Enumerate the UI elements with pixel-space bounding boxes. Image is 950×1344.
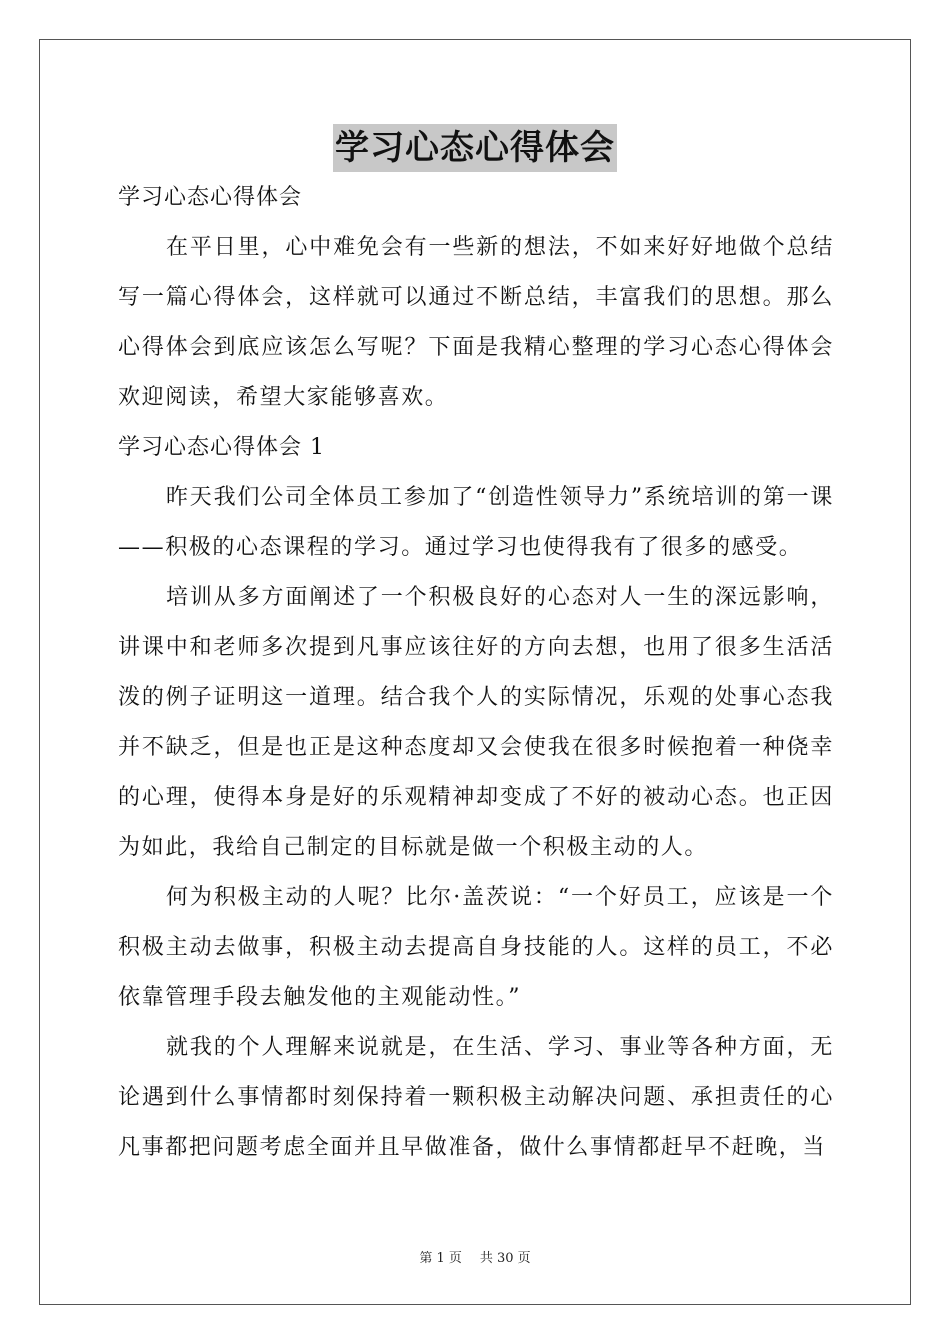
page-total: 共 30 页	[479, 1251, 531, 1266]
page-number: 第 1 页	[419, 1251, 462, 1266]
body-paragraph-4: 就我的个人理解来说就是，在生活、学习、事业等各种方面，无论遇到什么事情都时刻保持着一颗积极主动解决问题、承担责任的心凡事都把问题考虑全面并且早做准备，做什么事情都赶早不赶晚，当	[118, 1035, 834, 1160]
document-body	[118, 173, 834, 1173]
page-footer	[0, 1247, 950, 1266]
body-paragraph-1: 昨天我们公司全体员工参加了“创造性领导力”系统培训的第一课——积极的心态课程的学习。通过学习也使得我有了很多的感受。	[118, 485, 834, 560]
body-paragraph-3: 何为积极主动的人呢？比尔·盖茨说：“一个好员工，应该是一个积极主动去做事，积极主动去提高自身技能的人。这样的员工，不必依靠管理手段去触发他的主观能动性。”	[118, 885, 834, 1010]
intro-paragraph: 在平日里，心中难免会有一些新的想法，不如来好好地做个总结写一篇心得体会，这样就可以通过不断总结，丰富我们的思想。那么心得体会到底应该怎么写呢？下面是我精心整理的学习心态心得体会欢迎阅读，希望大家能够喜欢。	[118, 235, 834, 410]
body-paragraph-2: 培训从多方面阐述了一个积极良好的心态对人一生的深远影响，讲课中和老师多次提到凡事应该往好的方向去想，也用了很多生活活泼的例子证明这一道理。结合我个人的实际情况，乐观的处事心态我并不缺乏，但是也正是这种态度却又会使我在很多时候抱着一种侥幸的心理，使得本身是好的乐观精神却变成了不好的被动心态。也正因为如此，我给自己制定的目标就是做一个积极主动的人。	[118, 585, 834, 860]
document-subtitle: 学习心态心得体会	[118, 185, 303, 210]
section-heading: 学习心态心得体会 1	[118, 435, 325, 460]
document-title: 学习心态心得体会	[333, 124, 617, 172]
title-wrap	[0, 124, 950, 172]
